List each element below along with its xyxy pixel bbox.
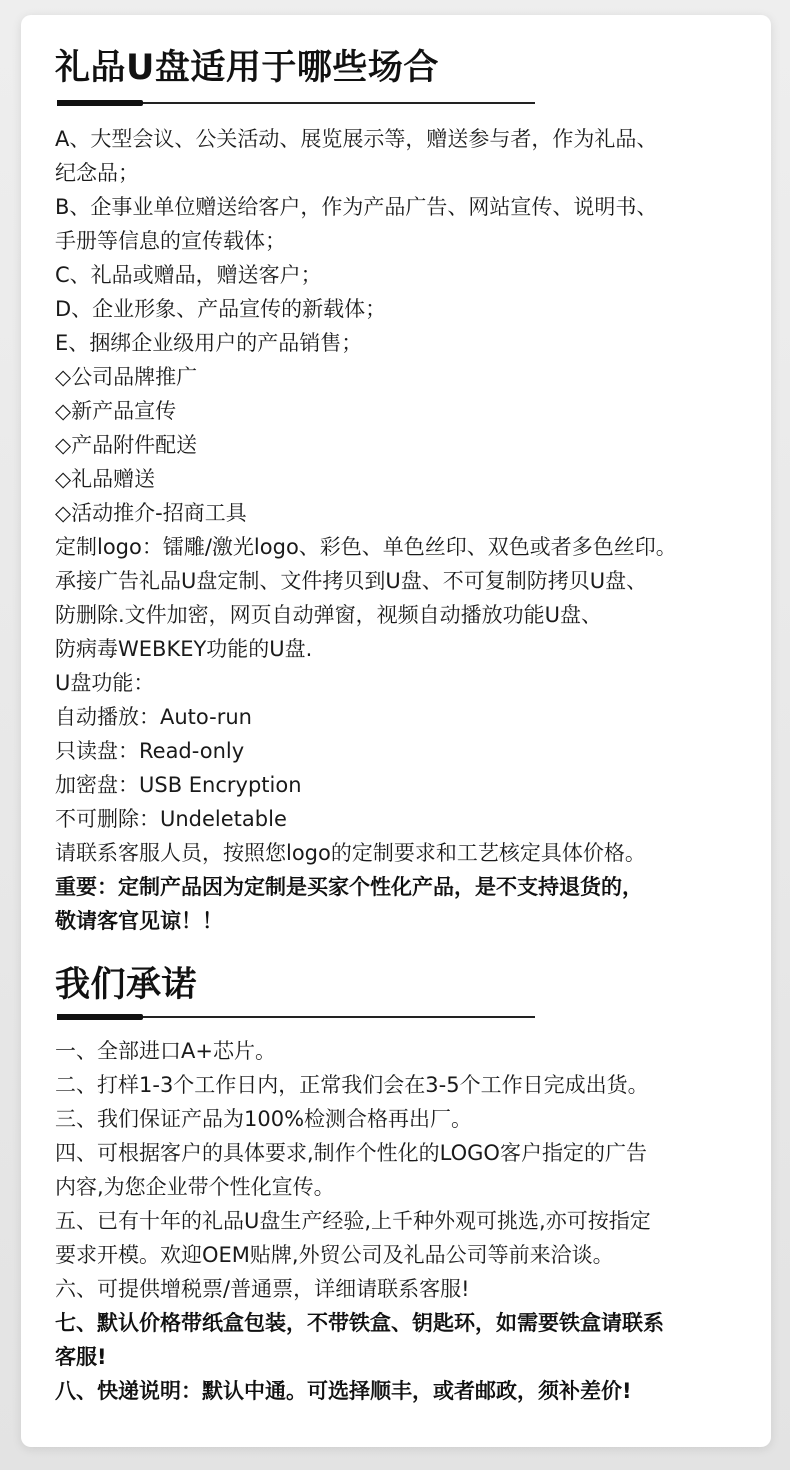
text-line: 八、快递说明：默认中通。可选择顺丰，或者邮政，须补差价! <box>55 1379 632 1403</box>
text-line: U盘功能： <box>55 671 155 695</box>
our-promise-title: 我们承诺 <box>55 965 198 1005</box>
text-line: 内容,为您企业带个性化宣传。 <box>55 1175 335 1199</box>
text-line: A、大型会议、公关活动、展览展示等，赠送参与者，作为礼品、 <box>55 127 658 151</box>
text-line: 承接广告礼品U盘定制、文件拷贝到U盘、不可复制防拷贝U盘、 <box>55 569 648 593</box>
text-line: 要求开模。欢迎OEM贴牌,外贸公司及礼品公司等前来洽谈。 <box>55 1243 614 1267</box>
text-line: 一、全部进口A+芯片。 <box>55 1039 276 1063</box>
text-line: 手册等信息的宣传载体； <box>55 229 286 253</box>
our-promise-list <box>55 1034 755 1408</box>
text-line: 七、默认价格带纸盒包装，不带铁盒、钥匙环，如需要铁盒请联系 <box>55 1311 664 1335</box>
text-line: 纪念品； <box>55 161 139 185</box>
text-line: 六、可提供增税票/普通票，详细请联系客服! <box>55 1277 470 1301</box>
text-line: 只读盘：Read-only <box>55 739 245 763</box>
usage-scenarios-underline <box>57 100 535 106</box>
text-line: 客服! <box>55 1345 107 1369</box>
text-line: 请联系客服人员，按照您logo的定制要求和工艺核定具体价格。 <box>55 841 646 865</box>
text-line: D、企业形象、产品宣传的新载体； <box>55 297 387 321</box>
text-line: E、捆绑企业级用户的产品销售； <box>55 331 363 355</box>
text-line: 定制logo：镭雕/激光logo、彩色、单色丝印、双色或者多色丝印。 <box>55 535 677 559</box>
text-line: 重要：定制产品因为定制是买家个性化产品，是不支持退货的， <box>55 875 643 899</box>
usage-scenarios-title: 礼品U盘适用于哪些场合 <box>55 48 439 88</box>
text-line: 四、可根据客户的具体要求,制作个性化的LOGO客户指定的广告 <box>55 1141 647 1165</box>
text-line: 三、我们保证产品为100%检测合格再出厂。 <box>55 1107 473 1131</box>
text-line: ◇礼品赠送 <box>55 467 156 491</box>
text-line: 不可删除：Undeletable <box>55 807 287 831</box>
text-line: ◇公司品牌推广 <box>55 365 198 389</box>
text-line: ◇新产品宣传 <box>55 399 177 423</box>
text-line: 防病毒WEBKEY功能的U盘. <box>55 637 313 661</box>
text-line: ◇活动推介-招商工具 <box>55 501 247 525</box>
text-line: 加密盘：USB Encryption <box>55 773 302 797</box>
text-line: C、礼品或赠品，赠送客户； <box>55 263 322 287</box>
text-line: B、企事业单位赠送给客户，作为产品广告、网站宣传、说明书、 <box>55 195 658 219</box>
text-line: ◇产品附件配送 <box>55 433 198 457</box>
usage-scenarios-list <box>55 122 755 938</box>
our-promise-underline <box>57 1014 535 1020</box>
text-line: 防删除.文件加密，网页自动弹窗，视频自动播放功能U盘、 <box>55 603 603 627</box>
text-line: 自动播放：Auto-run <box>55 705 252 729</box>
text-line: 五、已有十年的礼品U盘生产经验,上千种外观可挑选,亦可按指定 <box>55 1209 651 1233</box>
text-line: 二、打样1-3个工作日内，正常我们会在3-5个工作日完成出货。 <box>55 1073 649 1097</box>
text-line: 敬请客官见谅！！ <box>55 909 223 933</box>
